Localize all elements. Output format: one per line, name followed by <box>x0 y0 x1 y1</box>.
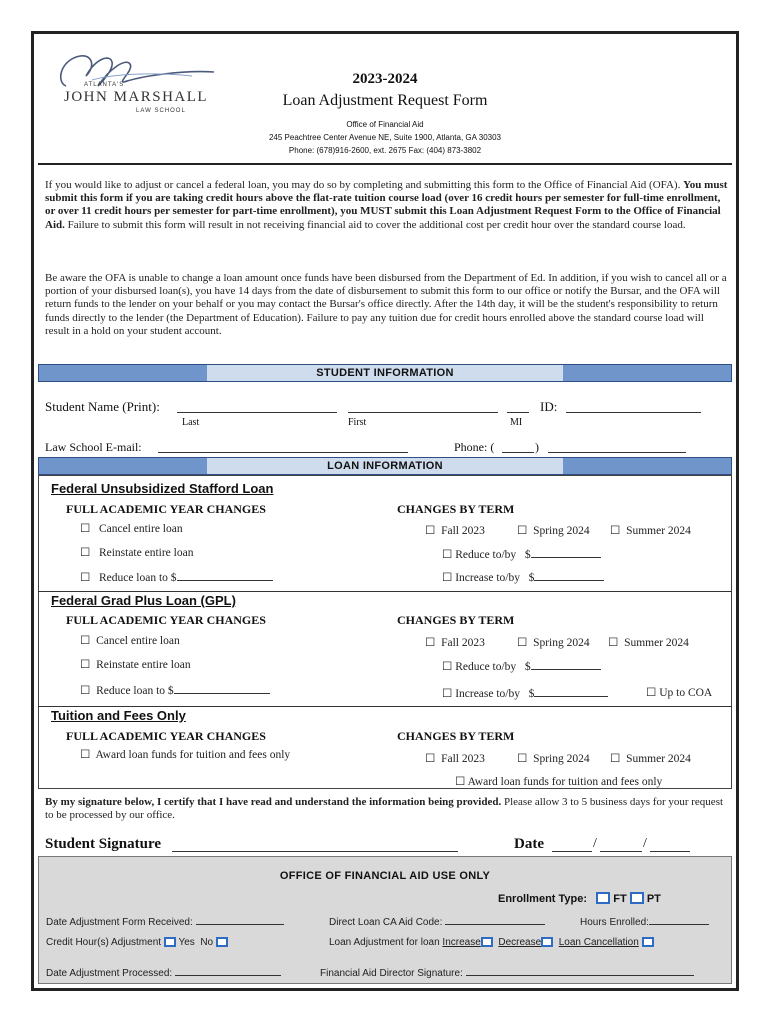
intro-p1-tail: Failure to submit this form will result in not receiving financial aid to cover the additional cost per credit hour over the standard course load. <box>64 218 686 231</box>
gpl-spring-label: Spring 2024 <box>533 637 590 649</box>
email-field[interactable] <box>158 439 408 453</box>
date-received-label: Date Adjustment Form Received: <box>46 917 193 928</box>
gpl-reduce-label: Reduce loan to $ <box>96 685 174 697</box>
tuition-fall-label: Fall 2023 <box>441 753 485 765</box>
loan-cancellation-label: Loan Cancellation <box>558 937 639 948</box>
date-processed-label: Date Adjustment Processed: <box>46 968 173 979</box>
id-label: ID: <box>540 399 558 414</box>
office-phone: Phone: (678)916-2600, ext. 2675 Fax: (404) 873-3802 <box>288 146 482 155</box>
school-logo <box>52 46 222 120</box>
enrollment-type-label: Enrollment Type: <box>498 893 588 905</box>
pt-checkbox[interactable] <box>630 892 644 904</box>
ft-label: FT <box>613 893 627 905</box>
loan-info-heading: LOAN INFORMATION <box>207 458 563 474</box>
tuition-by-term-heading: CHANGES BY TERM <box>397 729 515 743</box>
gpl-loan-title: Federal Grad Plus Loan (GPL) <box>51 593 236 608</box>
unsub-cancel-label: Cancel entire loan <box>98 523 183 535</box>
unsub-reduce-label: Reduce loan to $ <box>98 572 177 584</box>
unsub-spring-label: Spring 2024 <box>533 525 590 537</box>
date-received-field[interactable] <box>196 914 284 925</box>
tuition-award-term-label: Award loan funds for tuition and fees only <box>467 776 663 788</box>
unsub-spring-option[interactable]: ☐ Spring 2024 <box>517 525 590 537</box>
unsub-reinstate-label: Reinstate entire loan <box>98 547 194 559</box>
date-received-row <box>46 914 284 928</box>
loan-adjustment-row <box>329 937 654 948</box>
signature-label: Student Signature <box>45 836 162 852</box>
gpl-by-term-heading: CHANGES BY TERM <box>397 613 515 627</box>
credit-yes-checkbox[interactable] <box>164 937 176 947</box>
intro-paragraph-2: Be aware the OFA is unable to change a loan amount once funds have been disbursed from the Department of Ed. In addition, if you wish to cancel all or a portion of your disbursed loan(s), you have 14 days from the date of disbursement to submit this form to our office or notify the Bursar, and the OFA will return funds to the lender on your behalf or you may contact the Bursar's office directly. After the 14th day, it will be the student's responsibility to return funds directly to the lender (the Department of Education). Failure to pay any tuition due for credit hours enrolled above the standard course load will result in a hold on your student account. <box>45 272 727 337</box>
unsub-loan-title: Federal Unsubsidized Stafford Loan <box>51 481 274 496</box>
gpl-increase-by-option[interactable]: ☐ Increase to/by $ <box>442 685 608 700</box>
intro-p1-text: If you would like to adjust or cancel a federal loan, you may do so by completing and submitting this form to the Office of Financial Aid (OFA). <box>45 179 684 191</box>
gpl-fall-option[interactable]: ☐ Fall 2023 <box>425 637 485 649</box>
tuition-spring-option[interactable]: ☐ Spring 2024 <box>517 753 590 765</box>
date-label: Date <box>514 836 544 852</box>
unsub-summer-label: Summer 2024 <box>626 525 691 537</box>
date-day-field[interactable] <box>600 836 642 852</box>
date-year-field[interactable] <box>650 836 690 852</box>
logo-name: JOHN MARSHALL <box>64 89 209 105</box>
direct-loan-row <box>329 914 545 928</box>
unsub-cancel-option[interactable]: ☐ Cancel entire loan <box>80 523 183 535</box>
unsub-reduce-option[interactable]: ☐ Reduce loan to $ <box>80 569 273 584</box>
unsub-increase-by-field[interactable] <box>534 569 604 581</box>
unsub-increase-dollar: $ <box>528 572 535 584</box>
unsub-increase-by-label: Increase to/by <box>455 572 521 584</box>
tuition-title: Tuition and Fees Only <box>51 708 186 723</box>
unsub-reduce-by-option[interactable]: ☐ Reduce to/by $ <box>442 546 601 561</box>
gpl-reduce-by-field[interactable] <box>531 658 601 670</box>
credit-yes-label: Yes <box>178 937 195 948</box>
increase-checkbox[interactable] <box>481 937 493 947</box>
date-slash-1: / <box>593 836 597 851</box>
gpl-increase-dollar: $ <box>528 688 535 700</box>
direct-loan-label: Direct Loan CA Aid Code: <box>329 917 443 928</box>
unsub-divider <box>38 591 732 592</box>
director-signature-label: Financial Aid Director Signature: <box>320 968 463 979</box>
gpl-reinstate-option[interactable]: ☐ Reinstate entire loan <box>80 659 191 671</box>
phone-close: ) <box>535 440 539 454</box>
loan-cancellation-checkbox[interactable] <box>642 937 654 947</box>
hours-enrolled-label: Hours Enrolled: <box>580 917 649 928</box>
student-name-label: Student Name (Print): <box>45 399 160 414</box>
unsub-reduce-by-field[interactable] <box>531 546 601 558</box>
gpl-divider <box>38 706 732 707</box>
unsub-increase-by-option[interactable]: ☐ Increase to/by $ <box>442 569 604 584</box>
credit-no-checkbox[interactable] <box>216 937 228 947</box>
director-signature-row <box>320 965 694 979</box>
phone-number-field[interactable] <box>548 439 686 453</box>
id-field[interactable] <box>566 398 701 413</box>
unsub-reinstate-option[interactable]: ☐ Reinstate entire loan <box>80 547 194 559</box>
date-slash-2: / <box>643 836 647 851</box>
certify-text <box>45 796 728 822</box>
header-divider <box>38 163 732 165</box>
gpl-full-year-heading: FULL ACADEMIC YEAR CHANGES <box>66 613 266 627</box>
gpl-increase-by-field[interactable] <box>534 685 608 697</box>
form-year: 2023-2024 <box>352 71 418 87</box>
tuition-summer-label: Summer 2024 <box>626 753 691 765</box>
gpl-summer-option[interactable]: ☐ Summer 2024 <box>608 637 689 649</box>
gpl-cancel-label: Cancel entire loan <box>96 635 180 647</box>
gpl-spring-option[interactable]: ☐ Spring 2024 <box>517 637 590 649</box>
certify-rest: Please allow 3 to 5 business days for your request to be processed by our office. <box>45 796 724 822</box>
certify-bold: By my signature below, I certify that I have read and understand the information being provided. <box>45 796 502 808</box>
direct-loan-field[interactable] <box>445 914 545 925</box>
gpl-up-to-coa-label: Up to COA <box>659 687 713 699</box>
loan-adjustment-label: Loan Adjustment for loan <box>329 937 440 948</box>
loan-info-bar <box>38 457 732 475</box>
email-label: Law School E-mail: <box>45 440 142 454</box>
unsub-by-term-heading: CHANGES BY TERM <box>397 502 515 516</box>
hours-enrolled-row <box>580 914 709 928</box>
intro-paragraph-1 <box>45 179 728 232</box>
office-name: Office of Financial Aid <box>346 120 424 129</box>
last-caption: Last <box>182 417 200 428</box>
first-name-field[interactable] <box>348 398 498 413</box>
tuition-award-full-label: Award loan funds for tuition and fees only <box>95 749 291 761</box>
unsub-summer-option[interactable]: ☐ Summer 2024 <box>610 525 691 537</box>
gpl-reduce-option[interactable]: ☐ Reduce loan to $ <box>80 682 270 697</box>
unsub-reduce-by-label: Reduce to/by <box>455 549 517 561</box>
student-info-bar <box>38 364 732 382</box>
form-title: Loan Adjustment Request Form <box>282 92 488 109</box>
phone-label: Phone: ( <box>454 440 495 454</box>
gpl-reduce-by-option[interactable]: ☐ Reduce to/by $ <box>442 658 601 673</box>
tuition-spring-label: Spring 2024 <box>533 753 590 765</box>
first-caption: First <box>348 417 367 428</box>
mi-caption: MI <box>510 417 523 428</box>
last-name-field[interactable] <box>177 398 337 413</box>
tuition-full-year-heading: FULL ACADEMIC YEAR CHANGES <box>66 729 266 743</box>
director-signature-field[interactable] <box>466 965 694 976</box>
gpl-reduce-by-label: Reduce to/by <box>455 661 517 673</box>
date-processed-field[interactable] <box>175 965 281 976</box>
gpl-up-to-coa-option[interactable]: ☐ Up to COA <box>646 687 713 699</box>
decrease-label: Decrease <box>498 937 542 948</box>
gpl-fall-label: Fall 2023 <box>441 637 485 649</box>
ft-checkbox[interactable] <box>596 892 610 904</box>
tuition-award-full-option[interactable]: ☐ Award loan funds for tuition and fees only <box>80 749 291 761</box>
office-address: 245 Peachtree Center Avenue NE, Suite 1900, Atlanta, GA 30303 <box>268 133 502 142</box>
logo-sub-text: LAW SCHOOL <box>136 108 186 114</box>
unsub-full-year-heading: FULL ACADEMIC YEAR CHANGES <box>66 502 266 516</box>
intro-p1-bold: You must submit this form if you are taking credit hours above the flat-rate tuition course load (over 16 credit hours per semester for full-time enrollment, or over 11 credit hours per semester for part-time enrollment), you MUST submit this Loan Adjustment Request Form to the Office of Financial Aid. <box>45 179 728 231</box>
credit-no-label: No <box>200 937 214 948</box>
gpl-reduce-dollar: $ <box>524 661 531 673</box>
unsub-reduce-amount-field[interactable] <box>177 569 273 581</box>
tuition-summer-option[interactable]: ☐ Summer 2024 <box>610 753 691 765</box>
signature-field[interactable] <box>172 836 458 852</box>
student-info-heading: STUDENT INFORMATION <box>207 365 563 381</box>
tuition-award-term-option[interactable]: ☐ Award loan funds for tuition and fees only <box>455 776 663 788</box>
unsub-fall-label: Fall 2023 <box>441 525 485 537</box>
unsub-reduce-dollar: $ <box>524 549 531 561</box>
ofa-heading: OFFICE OF FINANCIAL AID USE ONLY <box>279 870 491 882</box>
tuition-fall-option[interactable]: ☐ Fall 2023 <box>425 753 485 765</box>
gpl-cancel-option[interactable]: ☐ Cancel entire loan <box>80 635 180 647</box>
phone-area-field[interactable] <box>502 439 534 453</box>
date-month-field[interactable] <box>552 836 592 852</box>
hours-enrolled-field[interactable] <box>649 914 709 925</box>
credit-adjustment-label: Credit Hour(s) Adjustment <box>46 937 162 948</box>
gpl-reduce-amount-field[interactable] <box>174 682 270 694</box>
date-processed-row <box>46 965 281 979</box>
unsub-fall-option[interactable]: ☐ Fall 2023 <box>425 525 485 537</box>
decrease-checkbox[interactable] <box>541 937 553 947</box>
logo-small-text: ATLANTA'S <box>84 82 125 88</box>
credit-adjustment-row <box>46 937 228 948</box>
gpl-reinstate-label: Reinstate entire loan <box>96 659 191 671</box>
gpl-increase-by-label: Increase to/by <box>455 688 521 700</box>
increase-label: Increase <box>442 937 481 948</box>
gpl-summer-label: Summer 2024 <box>624 637 689 649</box>
mi-field[interactable] <box>507 398 529 413</box>
pt-label: PT <box>646 893 661 905</box>
enrollment-type <box>498 892 661 905</box>
